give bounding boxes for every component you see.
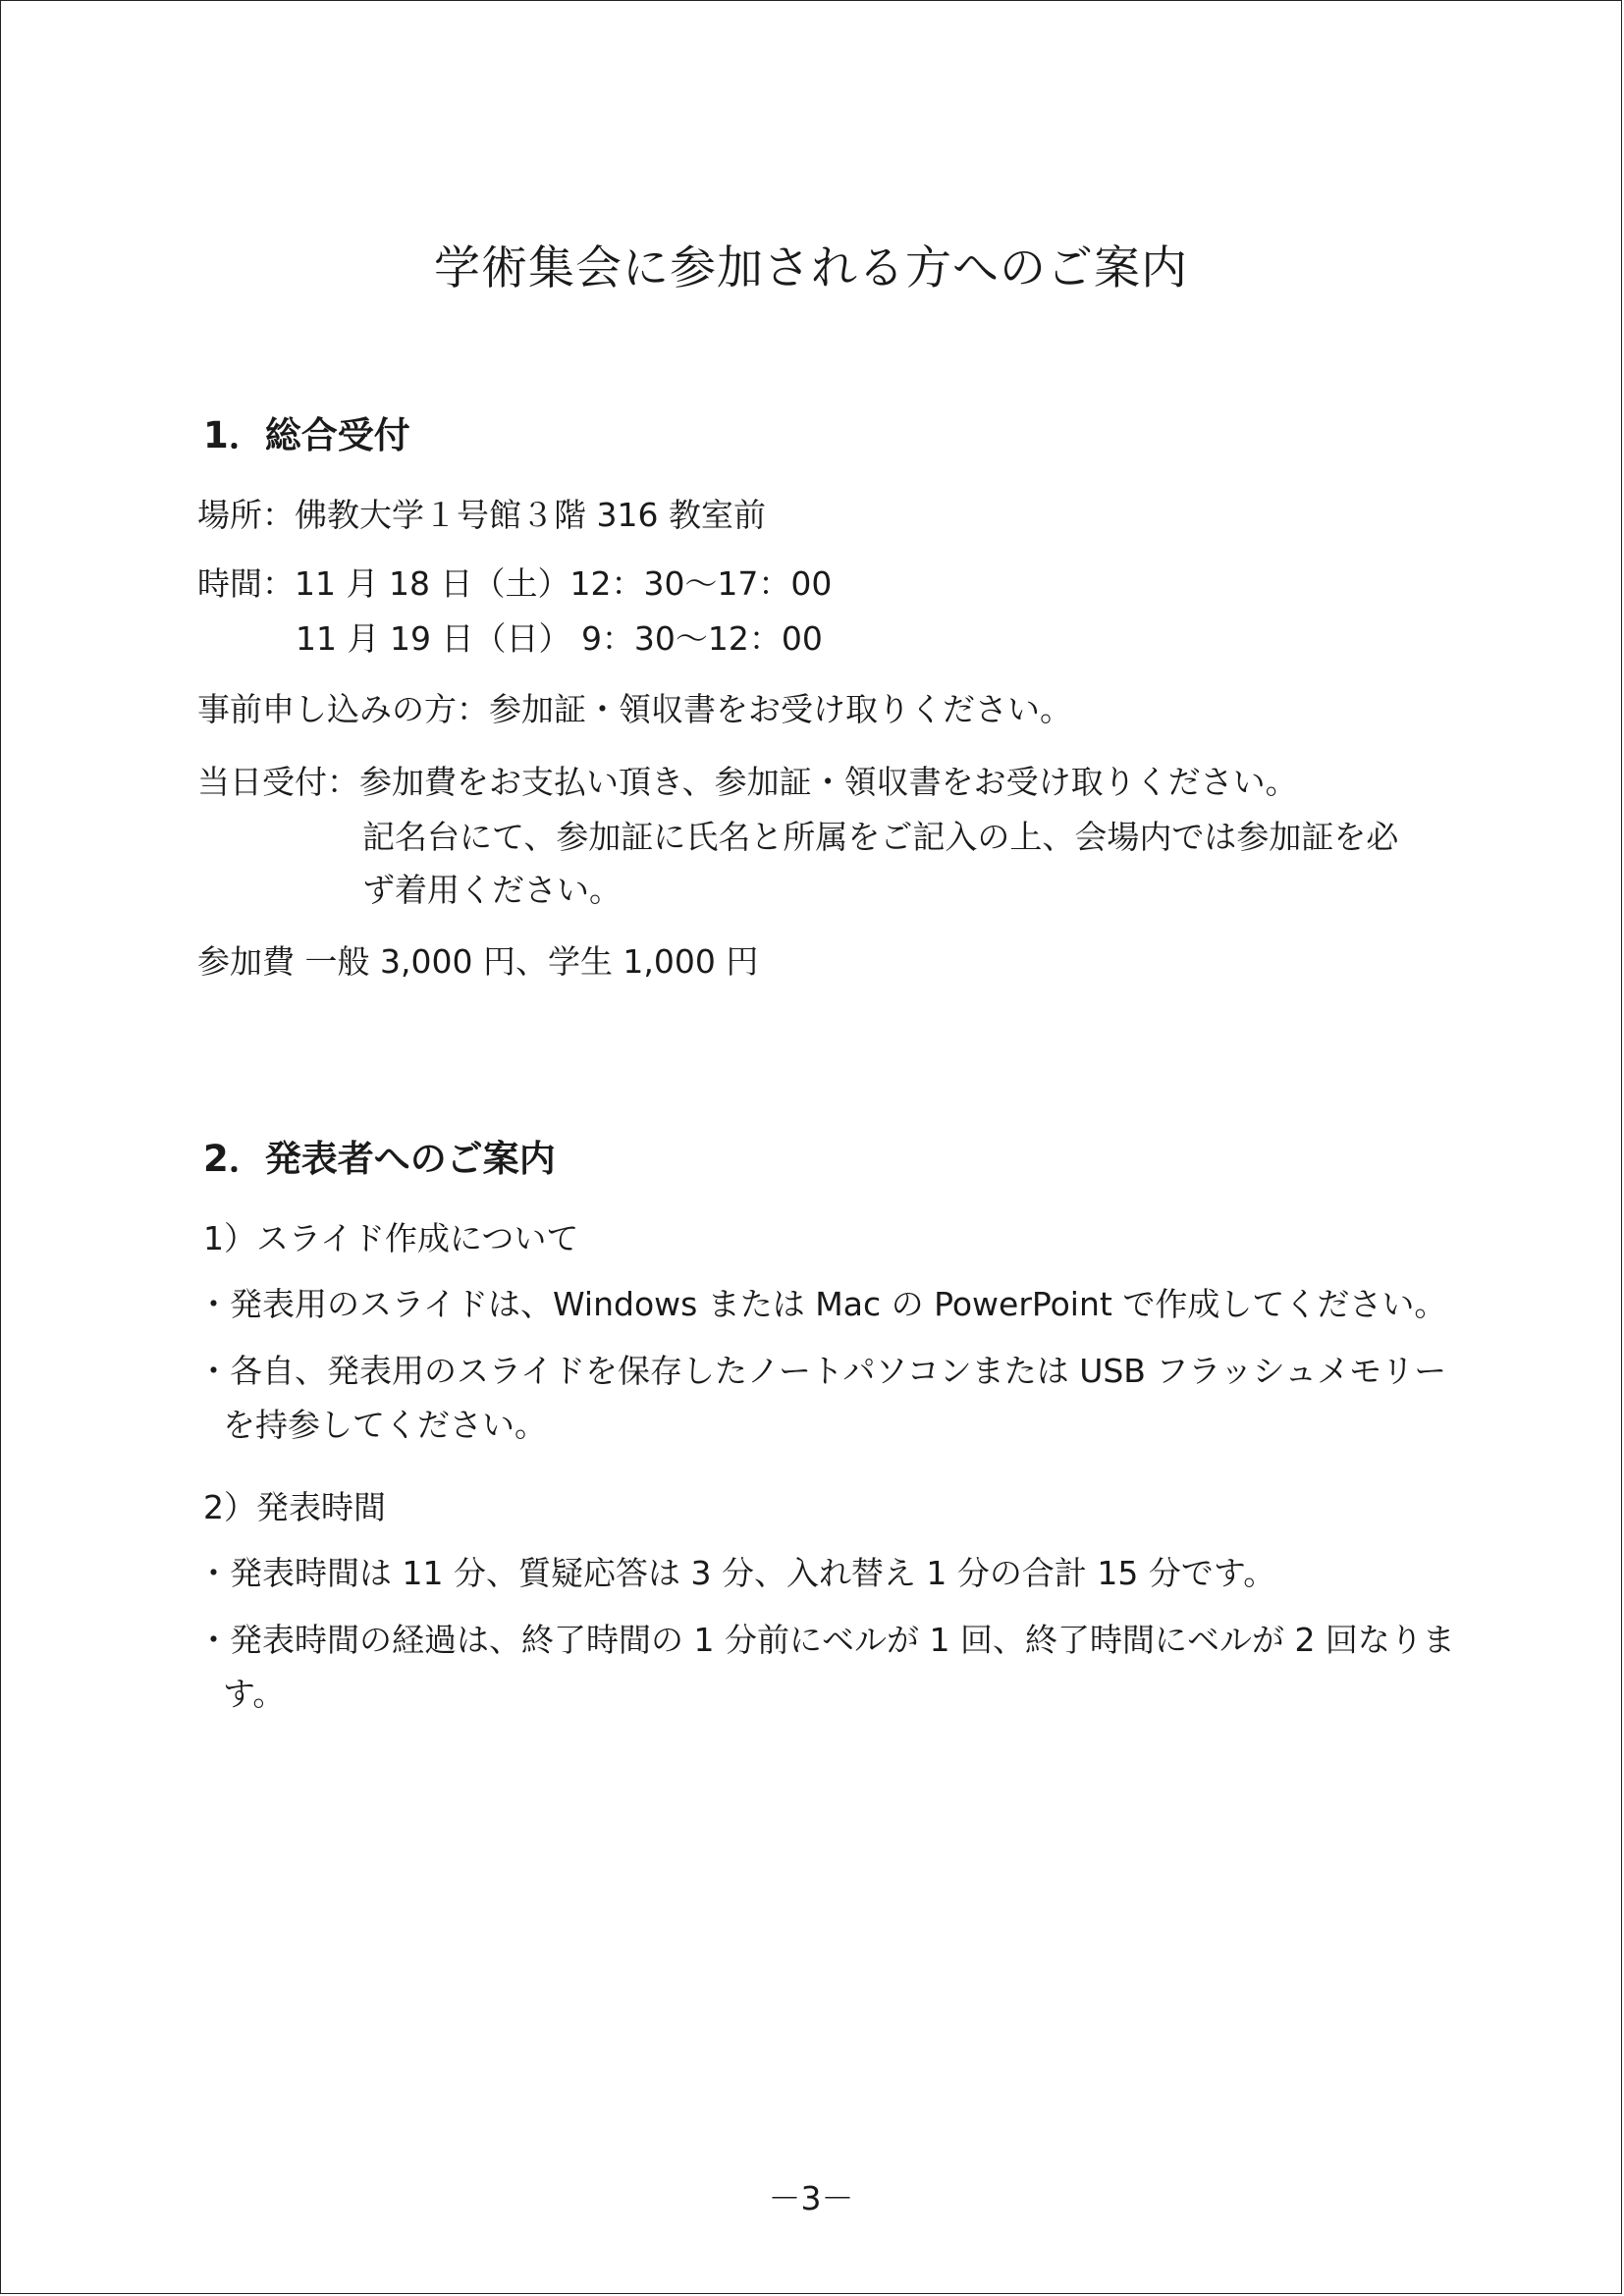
subheading-presentation-time: 2）発表時間 bbox=[203, 1488, 386, 1526]
same-day-line1: 参加費をお支払い頂き、参加証・領収書をお受け取りください。 bbox=[359, 763, 1298, 801]
same-day-reception-line1 bbox=[197, 759, 1298, 806]
participation-fee: 参加費 一般 3,000 円、学生 1,000 円 bbox=[197, 942, 759, 981]
time-label: 時間： bbox=[197, 564, 295, 603]
page-number: －3－ bbox=[768, 2179, 854, 2217]
preregistered-notice: 事前申し込みの方：参加証・領収書をお受け取りください。 bbox=[197, 690, 1072, 728]
page-title: 学術集会に参加される方へのご案内 bbox=[434, 241, 1188, 295]
time-bullet-2-line2: す。 bbox=[223, 1675, 286, 1713]
time-day1-value: 11 月 18 日（土）12：30～17：00 bbox=[295, 564, 833, 603]
reception-time-day1 bbox=[197, 561, 832, 608]
time-bullet-1: ・発表時間は 11 分、質疑応答は 3 分、入れ替え 1 分の合計 15 分です。 bbox=[197, 1554, 1276, 1592]
reception-time-day2: 11 月 19 日（日） 9：30～12：00 bbox=[296, 619, 823, 658]
same-day-label: 当日受付： bbox=[197, 763, 359, 801]
same-day-line2: 記名台にて、参加証に氏名と所属をご記入の上、会場内では参加証を必 bbox=[362, 818, 1399, 856]
slides-bullet-2-line2: を持参してください。 bbox=[223, 1406, 547, 1444]
slides-bullet-2-line1: ・各自、発表用のスライドを保存したノートパソコンまたは USB フラッシュメモリー bbox=[197, 1352, 1447, 1390]
same-day-line3: ず着用ください。 bbox=[362, 871, 622, 909]
slides-bullet-1: ・発表用のスライドは、Windows または Mac の PowerPoint で作成してください。 bbox=[197, 1285, 1447, 1323]
subheading-slides: 1）スライド作成について bbox=[203, 1219, 579, 1257]
time-bullet-2-line1: ・発表時間の経過は、終了時間の 1 分前にベルが 1 回、終了時間にベルが 2 回なりま bbox=[197, 1621, 1455, 1659]
reception-location bbox=[197, 492, 766, 539]
location-label: 場所： bbox=[197, 496, 295, 534]
section-heading-presenters: 2．発表者へのご案内 bbox=[203, 1138, 556, 1180]
location-value: 佛教大学１号館３階 316 教室前 bbox=[295, 496, 766, 534]
section-heading-reception: 1．総合受付 bbox=[203, 414, 410, 456]
